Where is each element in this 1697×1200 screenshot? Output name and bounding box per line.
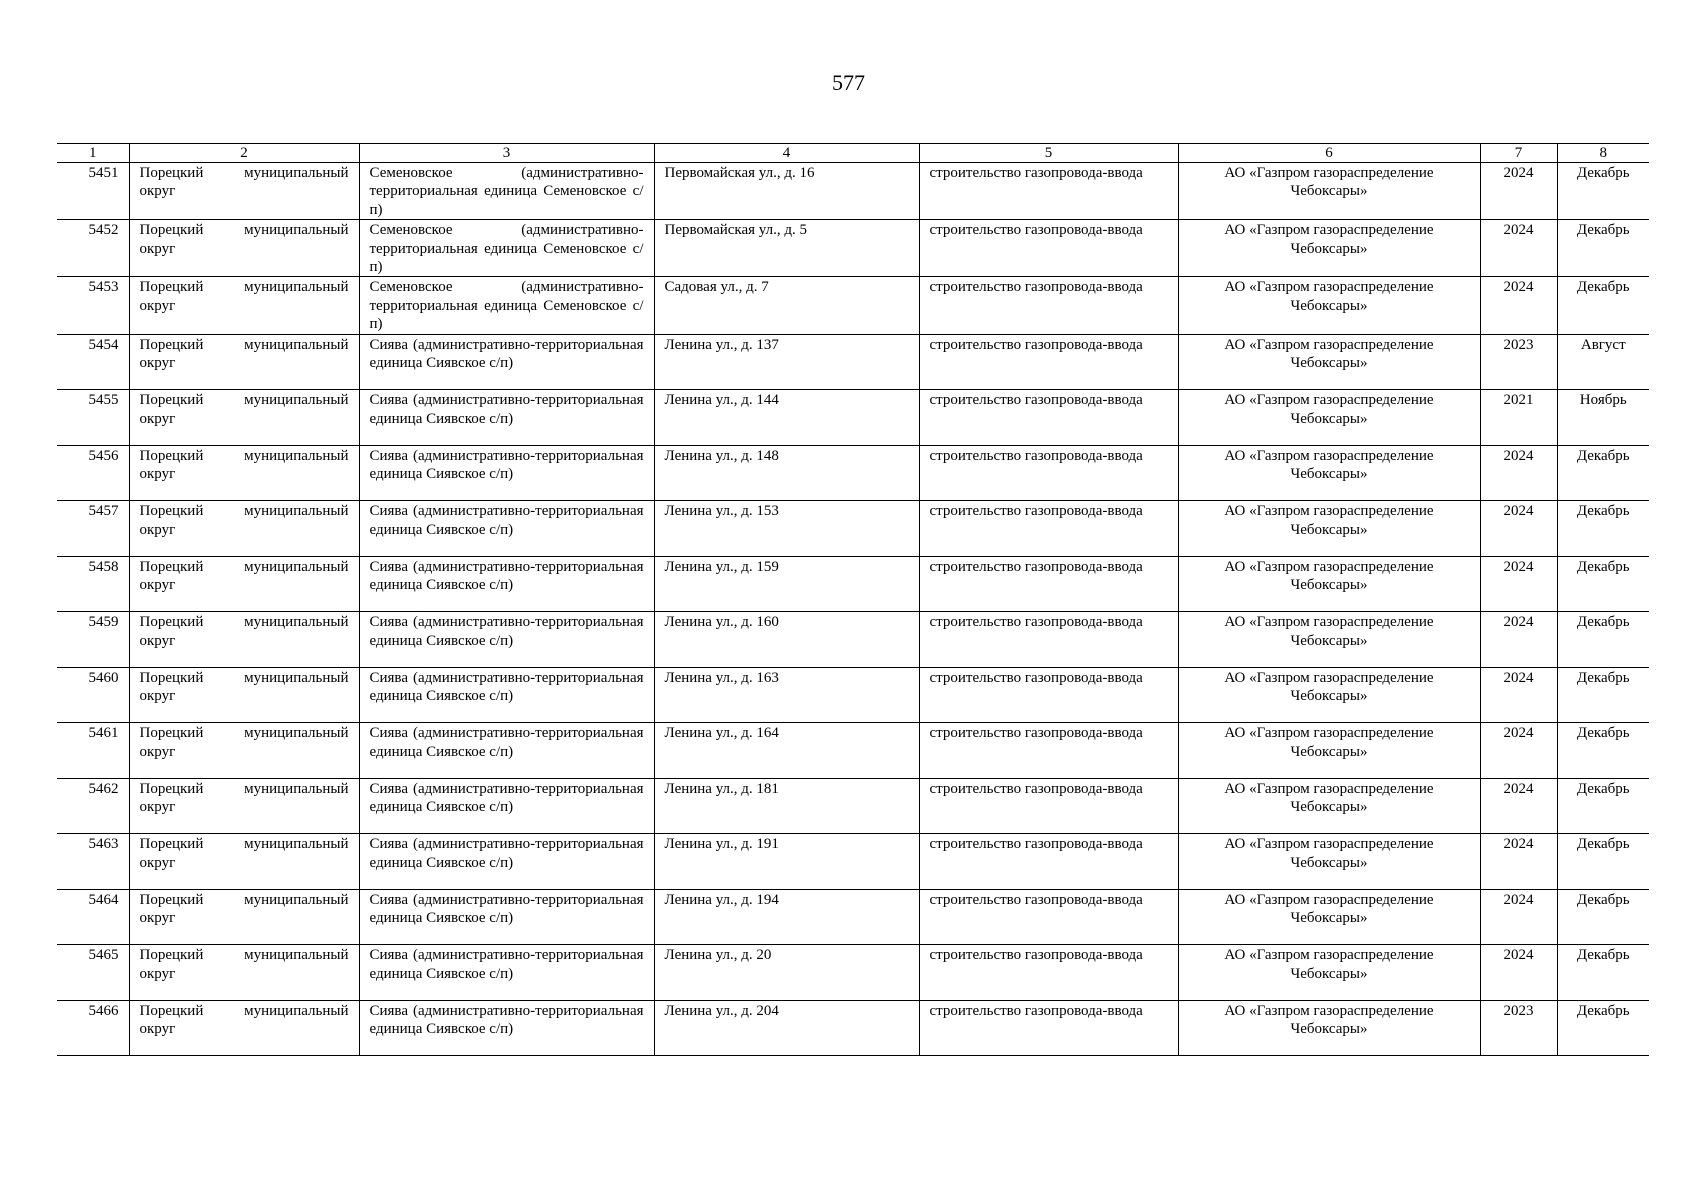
row-number: 5455 (57, 390, 129, 446)
table-row (57, 501, 1649, 557)
settlement-cell: Сиява (административно-территориальная единица Сиявское с/п) (359, 334, 654, 390)
row-number: 5466 (57, 1000, 129, 1056)
address-cell: Садовая ул., д. 7 (654, 277, 919, 334)
address-cell: Ленина ул., д. 191 (654, 834, 919, 890)
table-row (57, 220, 1649, 277)
column-header: 2 (129, 144, 359, 163)
settlement-cell: Сиява (административно-территориальная единица Сиявское с/п) (359, 778, 654, 834)
table-header-row (57, 144, 1649, 163)
address-cell: Ленина ул., д. 159 (654, 556, 919, 612)
organization-cell: АО «Газпром газораспределение Чебоксары» (1178, 334, 1480, 390)
organization-cell: АО «Газпром газораспределение Чебоксары» (1178, 501, 1480, 557)
organization-cell: АО «Газпром газораспределение Чебоксары» (1178, 556, 1480, 612)
column-header: 4 (654, 144, 919, 163)
row-number: 5465 (57, 945, 129, 1001)
work-type-cell: строительство газопровода-ввода (919, 612, 1178, 668)
address-cell: Ленина ул., д. 204 (654, 1000, 919, 1056)
month-cell: Декабрь (1557, 556, 1649, 612)
row-number: 5451 (57, 163, 129, 220)
gasification-schedule-table (57, 143, 1649, 1056)
district-cell: Порецкий муниципальный округ (129, 556, 359, 612)
settlement-cell: Сиява (административно-территориальная единица Сиявское с/п) (359, 501, 654, 557)
organization-cell: АО «Газпром газораспределение Чебоксары» (1178, 1000, 1480, 1056)
table-row (57, 667, 1649, 723)
row-number: 5461 (57, 723, 129, 779)
row-number: 5452 (57, 220, 129, 277)
month-cell: Декабрь (1557, 445, 1649, 501)
row-number: 5457 (57, 501, 129, 557)
work-type-cell: строительство газопровода-ввода (919, 945, 1178, 1001)
work-type-cell: строительство газопровода-ввода (919, 778, 1178, 834)
district-cell: Порецкий муниципальный округ (129, 834, 359, 890)
row-number: 5462 (57, 778, 129, 834)
address-cell: Ленина ул., д. 20 (654, 945, 919, 1001)
district-cell: Порецкий муниципальный округ (129, 889, 359, 945)
work-type-cell: строительство газопровода-ввода (919, 556, 1178, 612)
work-type-cell: строительство газопровода-ввода (919, 334, 1178, 390)
address-cell: Ленина ул., д. 164 (654, 723, 919, 779)
year-cell: 2023 (1480, 1000, 1557, 1056)
column-header: 5 (919, 144, 1178, 163)
district-cell: Порецкий муниципальный округ (129, 1000, 359, 1056)
address-cell: Ленина ул., д. 163 (654, 667, 919, 723)
organization-cell: АО «Газпром газораспределение Чебоксары» (1178, 889, 1480, 945)
organization-cell: АО «Газпром газораспределение Чебоксары» (1178, 163, 1480, 220)
table-row (57, 723, 1649, 779)
work-type-cell: строительство газопровода-ввода (919, 889, 1178, 945)
row-number: 5454 (57, 334, 129, 390)
year-cell: 2024 (1480, 556, 1557, 612)
table-row (57, 834, 1649, 890)
table-body (57, 163, 1649, 1056)
year-cell: 2024 (1480, 834, 1557, 890)
table-row (57, 445, 1649, 501)
month-cell: Декабрь (1557, 220, 1649, 277)
work-type-cell: строительство газопровода-ввода (919, 834, 1178, 890)
month-cell: Декабрь (1557, 667, 1649, 723)
address-cell: Ленина ул., д. 160 (654, 612, 919, 668)
settlement-cell: Сиява (административно-территориальная единица Сиявское с/п) (359, 834, 654, 890)
table-row (57, 390, 1649, 446)
table-row (57, 612, 1649, 668)
organization-cell: АО «Газпром газораспределение Чебоксары» (1178, 612, 1480, 668)
row-number: 5463 (57, 834, 129, 890)
organization-cell: АО «Газпром газораспределение Чебоксары» (1178, 667, 1480, 723)
row-number: 5458 (57, 556, 129, 612)
organization-cell: АО «Газпром газораспределение Чебоксары» (1178, 390, 1480, 446)
year-cell: 2024 (1480, 889, 1557, 945)
settlement-cell: Сиява (административно-территориальная единица Сиявское с/п) (359, 945, 654, 1001)
settlement-cell: Семеновское (административно-территориальная единица Семеновское с/п) (359, 277, 654, 334)
address-cell: Ленина ул., д. 181 (654, 778, 919, 834)
address-cell: Первомайская ул., д. 16 (654, 163, 919, 220)
work-type-cell: строительство газопровода-ввода (919, 277, 1178, 334)
row-number: 5459 (57, 612, 129, 668)
settlement-cell: Сиява (административно-территориальная единица Сиявское с/п) (359, 445, 654, 501)
organization-cell: АО «Газпром газораспределение Чебоксары» (1178, 277, 1480, 334)
table-row (57, 1000, 1649, 1056)
address-cell: Ленина ул., д. 148 (654, 445, 919, 501)
month-cell: Декабрь (1557, 1000, 1649, 1056)
district-cell: Порецкий муниципальный округ (129, 445, 359, 501)
row-number: 5460 (57, 667, 129, 723)
month-cell: Декабрь (1557, 778, 1649, 834)
district-cell: Порецкий муниципальный округ (129, 612, 359, 668)
address-cell: Первомайская ул., д. 5 (654, 220, 919, 277)
year-cell: 2024 (1480, 163, 1557, 220)
table-row (57, 277, 1649, 334)
district-cell: Порецкий муниципальный округ (129, 334, 359, 390)
month-cell: Декабрь (1557, 277, 1649, 334)
month-cell: Декабрь (1557, 723, 1649, 779)
table-row (57, 556, 1649, 612)
address-cell: Ленина ул., д. 153 (654, 501, 919, 557)
district-cell: Порецкий муниципальный округ (129, 277, 359, 334)
work-type-cell: строительство газопровода-ввода (919, 667, 1178, 723)
year-cell: 2024 (1480, 277, 1557, 334)
organization-cell: АО «Газпром газораспределение Чебоксары» (1178, 445, 1480, 501)
work-type-cell: строительство газопровода-ввода (919, 1000, 1178, 1056)
year-cell: 2024 (1480, 612, 1557, 668)
address-cell: Ленина ул., д. 194 (654, 889, 919, 945)
year-cell: 2023 (1480, 334, 1557, 390)
column-header: 8 (1557, 144, 1649, 163)
district-cell: Порецкий муниципальный округ (129, 390, 359, 446)
month-cell: Ноябрь (1557, 390, 1649, 446)
page-number: 577 (832, 70, 865, 95)
organization-cell: АО «Газпром газораспределение Чебоксары» (1178, 723, 1480, 779)
district-cell: Порецкий муниципальный округ (129, 501, 359, 557)
organization-cell: АО «Газпром газораспределение Чебоксары» (1178, 220, 1480, 277)
organization-cell: АО «Газпром газораспределение Чебоксары» (1178, 778, 1480, 834)
district-cell: Порецкий муниципальный округ (129, 667, 359, 723)
settlement-cell: Семеновское (административно-территориальная единица Семеновское с/п) (359, 163, 654, 220)
month-cell: Декабрь (1557, 612, 1649, 668)
column-header: 6 (1178, 144, 1480, 163)
year-cell: 2024 (1480, 778, 1557, 834)
row-number: 5453 (57, 277, 129, 334)
district-cell: Порецкий муниципальный округ (129, 163, 359, 220)
district-cell: Порецкий муниципальный округ (129, 723, 359, 779)
row-number: 5456 (57, 445, 129, 501)
column-header: 7 (1480, 144, 1557, 163)
work-type-cell: строительство газопровода-ввода (919, 445, 1178, 501)
month-cell: Декабрь (1557, 163, 1649, 220)
table-row (57, 945, 1649, 1001)
year-cell: 2024 (1480, 667, 1557, 723)
settlement-cell: Сиява (административно-территориальная единица Сиявское с/п) (359, 556, 654, 612)
settlement-cell: Сиява (административно-территориальная единица Сиявское с/п) (359, 612, 654, 668)
table-row (57, 334, 1649, 390)
settlement-cell: Сиява (административно-территориальная единица Сиявское с/п) (359, 1000, 654, 1056)
year-cell: 2024 (1480, 220, 1557, 277)
work-type-cell: строительство газопровода-ввода (919, 723, 1178, 779)
address-cell: Ленина ул., д. 144 (654, 390, 919, 446)
organization-cell: АО «Газпром газораспределение Чебоксары» (1178, 834, 1480, 890)
settlement-cell: Сиява (административно-территориальная единица Сиявское с/п) (359, 390, 654, 446)
work-type-cell: строительство газопровода-ввода (919, 163, 1178, 220)
settlement-cell: Семеновское (административно-территориальная единица Семеновское с/п) (359, 220, 654, 277)
work-type-cell: строительство газопровода-ввода (919, 220, 1178, 277)
month-cell: Декабрь (1557, 501, 1649, 557)
column-header: 1 (57, 144, 129, 163)
month-cell: Декабрь (1557, 889, 1649, 945)
settlement-cell: Сиява (административно-территориальная единица Сиявское с/п) (359, 667, 654, 723)
district-cell: Порецкий муниципальный округ (129, 945, 359, 1001)
work-type-cell: строительство газопровода-ввода (919, 501, 1178, 557)
district-cell: Порецкий муниципальный округ (129, 220, 359, 277)
year-cell: 2024 (1480, 945, 1557, 1001)
month-cell: Август (1557, 334, 1649, 390)
district-cell: Порецкий муниципальный округ (129, 778, 359, 834)
organization-cell: АО «Газпром газораспределение Чебоксары» (1178, 945, 1480, 1001)
table-row (57, 889, 1649, 945)
year-cell: 2024 (1480, 723, 1557, 779)
column-header: 3 (359, 144, 654, 163)
month-cell: Декабрь (1557, 945, 1649, 1001)
table-row (57, 778, 1649, 834)
year-cell: 2024 (1480, 445, 1557, 501)
settlement-cell: Сиява (административно-территориальная единица Сиявское с/п) (359, 723, 654, 779)
year-cell: 2024 (1480, 501, 1557, 557)
row-number: 5464 (57, 889, 129, 945)
table-row (57, 163, 1649, 220)
settlement-cell: Сиява (административно-территориальная единица Сиявское с/п) (359, 889, 654, 945)
address-cell: Ленина ул., д. 137 (654, 334, 919, 390)
year-cell: 2021 (1480, 390, 1557, 446)
work-type-cell: строительство газопровода-ввода (919, 390, 1178, 446)
month-cell: Декабрь (1557, 834, 1649, 890)
